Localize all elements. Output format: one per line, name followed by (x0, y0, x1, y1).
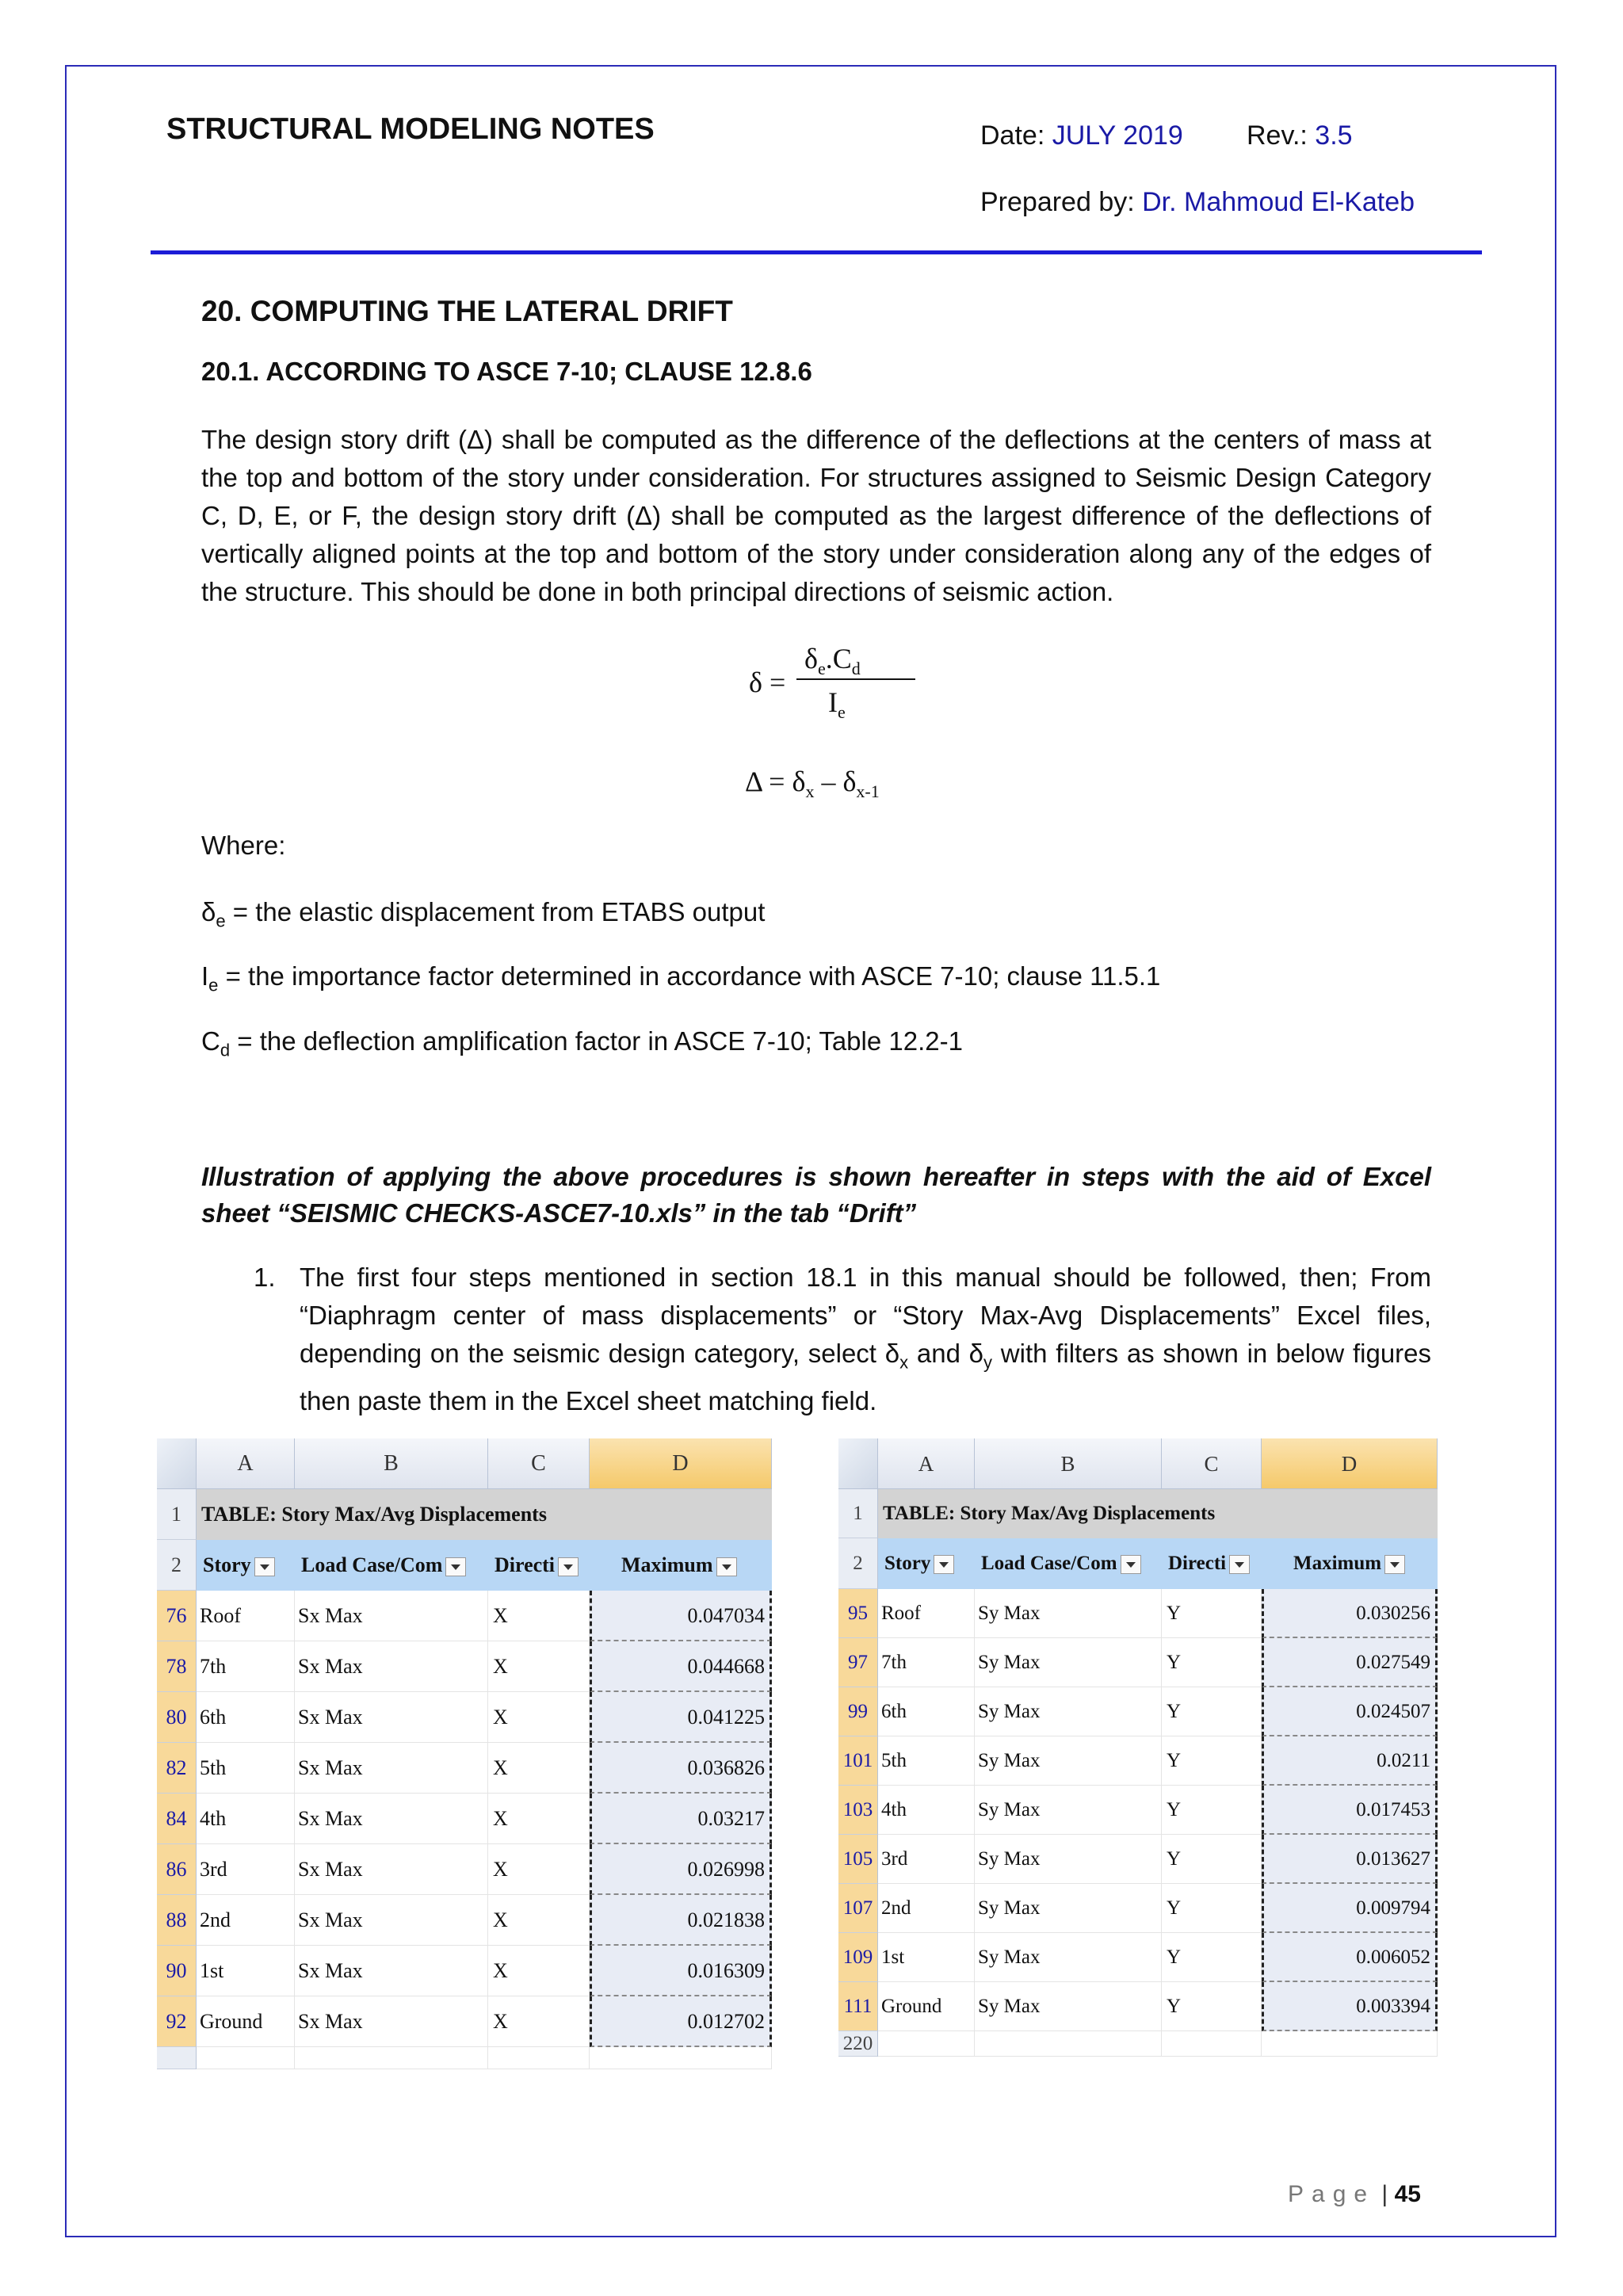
row-number[interactable]: 2 (157, 1540, 197, 1591)
illustration-note: Illustration of applying the above procedures is shown hereafter in steps with the aid of Excel sheet “SEISMIC CHECKS-ASCE7-10.xls” in the tab “Drift” (201, 1162, 1431, 1228)
direction-cell[interactable]: Y (1162, 1933, 1262, 1982)
direction-cell[interactable]: X (488, 1895, 590, 1946)
definition-delta-e: $\delta_e$ = the elastic displacement from ETABS output (201, 897, 766, 931)
header-label: Story (203, 1553, 251, 1576)
empty-cell[interactable] (488, 2047, 590, 2069)
story-cell[interactable]: 5th (197, 1743, 295, 1794)
story-cell[interactable]: 6th (197, 1692, 295, 1743)
story-cell[interactable]: 3rd (197, 1844, 295, 1895)
column-header-b[interactable]: B (975, 1438, 1162, 1489)
maximum-cell[interactable]: 0.012702 (590, 1996, 772, 2047)
table-title-cell[interactable]: TABLE: Story Max/Avg Displacements (878, 1489, 1438, 1538)
column-header-d[interactable]: D (590, 1438, 772, 1489)
filter-header-1[interactable] (878, 1538, 975, 1589)
filter-header-3[interactable] (488, 1540, 590, 1591)
load-case-cell[interactable]: Sx Max (295, 1692, 488, 1743)
row-number[interactable] (157, 2047, 197, 2069)
table-title-cell[interactable]: TABLE: Story Max/Avg Displacements (197, 1489, 772, 1540)
load-case-cell[interactable]: Sx Max (295, 1641, 488, 1692)
header-label: Maximum (621, 1553, 713, 1576)
column-header-c[interactable]: C (1162, 1438, 1262, 1489)
load-case-cell[interactable]: Sx Max (295, 1996, 488, 2047)
direction-cell[interactable]: X (488, 1692, 590, 1743)
rev-label: Rev.: (1247, 120, 1308, 151)
row-number[interactable]: 105 (838, 1835, 878, 1884)
story-drift-equation: $\Delta = \delta_x - \delta_{x-1}$ (745, 766, 880, 802)
header-label: Load Case/Com (301, 1553, 443, 1576)
section-heading: 20. COMPUTING THE LATERAL DRIFT (201, 295, 733, 327)
row-number[interactable]: 84 (157, 1794, 197, 1844)
document-title: STRUCTURAL MODELING NOTES (166, 113, 655, 146)
story-cell[interactable]: 2nd (878, 1884, 975, 1933)
filter-dropdown-icon[interactable] (254, 1557, 275, 1576)
story-cell[interactable]: 3rd (878, 1835, 975, 1884)
story-cell[interactable]: 7th (197, 1641, 295, 1692)
filter-dropdown-icon[interactable] (1121, 1555, 1141, 1574)
filter-dropdown-icon[interactable] (716, 1557, 737, 1576)
filter-dropdown-icon[interactable] (1384, 1555, 1405, 1574)
direction-cell[interactable]: X (488, 1844, 590, 1895)
row-number[interactable]: 103 (838, 1786, 878, 1835)
column-header-b[interactable]: B (295, 1438, 488, 1489)
header-label: Load Case/Com (981, 1553, 1117, 1574)
column-header-c[interactable]: C (488, 1438, 590, 1489)
header-label: Directi (1168, 1553, 1227, 1574)
maximum-cell[interactable]: 0.003394 (1262, 1982, 1438, 2031)
filter-dropdown-icon[interactable] (1229, 1555, 1250, 1574)
column-header-a[interactable]: A (197, 1438, 295, 1489)
maximum-cell[interactable]: 0.030256 (1262, 1589, 1438, 1638)
load-case-cell[interactable]: Sx Max (295, 1844, 488, 1895)
date-line (980, 120, 1183, 151)
direction-cell[interactable]: X (488, 1794, 590, 1844)
maximum-cell[interactable]: 0.026998 (590, 1844, 772, 1895)
empty-cell[interactable] (1162, 2031, 1262, 2057)
header-label: Directi (495, 1553, 556, 1576)
date-value: JULY 2019 (1052, 120, 1183, 151)
direction-cell[interactable]: Y (1162, 1835, 1262, 1884)
load-case-cell[interactable]: Sy Max (975, 1982, 1162, 2031)
direction-cell[interactable]: Y (1162, 1589, 1262, 1638)
maximum-cell[interactable]: 0.017453 (1262, 1786, 1438, 1835)
header-divider (151, 250, 1482, 254)
empty-cell[interactable] (295, 2047, 488, 2069)
maximum-cell[interactable]: 0.006052 (1262, 1933, 1438, 1982)
empty-cell[interactable] (1262, 2031, 1438, 2057)
direction-cell[interactable]: X (488, 1946, 590, 1996)
date-label: Date: (980, 120, 1045, 151)
load-case-cell[interactable]: Sy Max (975, 1589, 1162, 1638)
filter-dropdown-icon[interactable] (558, 1557, 579, 1576)
maximum-cell[interactable]: 0.0211 (1262, 1736, 1438, 1786)
prepared-label: Prepared by: (980, 187, 1135, 217)
load-case-cell[interactable]: Sy Max (975, 1638, 1162, 1687)
page-number: 45 (1394, 2181, 1421, 2207)
story-cell[interactable]: 1st (878, 1933, 975, 1982)
prepared-by-line (980, 187, 1415, 218)
row-number[interactable]: 78 (157, 1641, 197, 1692)
row-number[interactable]: 220 (838, 2031, 878, 2057)
step-number: 1. (254, 1263, 276, 1292)
row-number[interactable]: 107 (838, 1884, 878, 1933)
direction-cell[interactable]: X (488, 1743, 590, 1794)
direction-cell[interactable]: Y (1162, 1884, 1262, 1933)
row-number[interactable]: 1 (157, 1489, 197, 1540)
empty-cell[interactable] (197, 2047, 295, 2069)
maximum-cell[interactable]: 0.024507 (1262, 1687, 1438, 1736)
row-number[interactable]: 86 (157, 1844, 197, 1895)
maximum-cell[interactable]: 0.044668 (590, 1641, 772, 1692)
load-case-cell[interactable]: Sx Max (295, 1743, 488, 1794)
row-number[interactable]: 1 (838, 1489, 878, 1538)
spreadsheet-x-displacements (157, 1438, 799, 2069)
story-cell[interactable]: Ground (197, 1996, 295, 2047)
row-number[interactable]: 90 (157, 1946, 197, 1996)
filter-header-1[interactable] (197, 1540, 295, 1591)
row-number[interactable]: 97 (838, 1638, 878, 1687)
row-number[interactable]: 92 (157, 1996, 197, 2047)
empty-cell[interactable] (590, 2047, 772, 2069)
header-label: Story (884, 1553, 931, 1574)
eq1-denominator: $I_e$ (828, 686, 846, 723)
prepared-value: Dr. Mahmoud El-Kateb (1142, 187, 1415, 217)
load-case-cell[interactable]: Sy Max (975, 1687, 1162, 1736)
story-cell[interactable]: Roof (197, 1591, 295, 1641)
story-cell[interactable]: 2nd (197, 1895, 295, 1946)
story-cell[interactable]: 4th (878, 1786, 975, 1835)
maximum-cell[interactable]: 0.03217 (590, 1794, 772, 1844)
load-case-cell[interactable]: Sx Max (295, 1591, 488, 1641)
eq1-fraction-bar (796, 678, 915, 680)
filter-header-2[interactable] (975, 1538, 1162, 1589)
load-case-cell[interactable]: Sy Max (975, 1884, 1162, 1933)
direction-cell[interactable]: X (488, 1591, 590, 1641)
direction-cell[interactable]: Y (1162, 1736, 1262, 1786)
row-number[interactable]: 101 (838, 1736, 878, 1786)
body-paragraph: The design story drift (Δ) shall be computed as the difference of the deflections at the centers of mass at the top and bottom of the story under consideration. For structures assigned to Seismic Design Category C, D, E, or F, the design story drift (Δ) shall be computed as the largest difference of the deflections of vertically aligned points at the top and bottom of the story under consideration along any of the edges of the structure. This should be done in both principal directions of seismic action. (201, 425, 1431, 606)
select-all-corner[interactable] (157, 1438, 197, 1489)
load-case-cell[interactable]: Sy Max (975, 1736, 1162, 1786)
row-number[interactable]: 2 (838, 1538, 878, 1589)
row-number[interactable]: 76 (157, 1591, 197, 1641)
row-number[interactable]: 109 (838, 1933, 878, 1982)
section-subheading: 20.1. ACCORDING TO ASCE 7-10; CLAUSE 12.8.6 (201, 357, 812, 386)
row-number[interactable]: 99 (838, 1687, 878, 1736)
row-number[interactable]: 95 (838, 1589, 878, 1638)
revision-line (1247, 120, 1353, 151)
direction-cell[interactable]: Y (1162, 1786, 1262, 1835)
row-number[interactable]: 82 (157, 1743, 197, 1794)
direction-cell[interactable]: Y (1162, 1687, 1262, 1736)
row-number[interactable]: 88 (157, 1895, 197, 1946)
direction-cell[interactable]: Y (1162, 1982, 1262, 2031)
filter-dropdown-icon[interactable] (934, 1555, 954, 1574)
maximum-cell[interactable]: 0.041225 (590, 1692, 772, 1743)
story-cell[interactable]: 4th (197, 1794, 295, 1844)
empty-cell[interactable] (975, 2031, 1162, 2057)
step-text: The first four steps mentioned in section 18.1 in this manual should be followed, then; From “Diaphragm center of mass displacements” or “Story Max-Avg Displacements” Excel files, depending on the seismic design category, select $\delta_x$ and $\delta_y$ with filters as shown in below figures then paste them in the Excel sheet matching field. (300, 1263, 1432, 1415)
story-cell[interactable]: Roof (878, 1589, 975, 1638)
definition-cd: $C_d$ = the deflection amplification factor in ASCE 7-10; Table 12.2-1 (201, 1026, 963, 1060)
where-label: Where: (201, 831, 286, 860)
maximum-cell[interactable]: 0.036826 (590, 1743, 772, 1794)
story-cell[interactable]: Ground (878, 1982, 975, 2031)
filter-header-2[interactable] (295, 1540, 488, 1591)
story-cell[interactable]: 6th (878, 1687, 975, 1736)
footer-separator: | (1381, 2181, 1388, 2207)
row-number[interactable]: 80 (157, 1692, 197, 1743)
filter-header-3[interactable] (1162, 1538, 1262, 1589)
page-footer (1288, 2181, 1421, 2208)
load-case-cell[interactable]: Sy Max (975, 1933, 1162, 1982)
story-cell[interactable]: 5th (878, 1736, 975, 1786)
load-case-cell[interactable]: Sx Max (295, 1895, 488, 1946)
direction-cell[interactable]: X (488, 1641, 590, 1692)
load-case-cell[interactable]: Sy Max (975, 1786, 1162, 1835)
header-label: Maximum (1293, 1553, 1382, 1574)
direction-cell[interactable]: Y (1162, 1638, 1262, 1687)
story-cell[interactable]: 7th (878, 1638, 975, 1687)
filter-header-4[interactable] (590, 1540, 772, 1591)
eq1-lhs: δ = (749, 667, 786, 698)
definition-ie: $I_e$ = the importance factor determined in accordance with ASCE 7-10; clause 11.5.1 (201, 961, 1161, 995)
maximum-cell[interactable]: 0.009794 (1262, 1884, 1438, 1933)
load-case-cell[interactable]: Sx Max (295, 1946, 488, 1996)
eq1-numerator: $\delta_e.C_d$ (804, 643, 861, 679)
page-word: Page (1288, 2181, 1376, 2207)
filter-header-4[interactable] (1262, 1538, 1438, 1589)
column-header-d[interactable]: D (1262, 1438, 1438, 1489)
load-case-cell[interactable]: Sx Max (295, 1794, 488, 1844)
empty-cell[interactable] (878, 2031, 975, 2057)
filter-dropdown-icon[interactable] (445, 1557, 466, 1576)
select-all-corner[interactable] (838, 1438, 878, 1489)
step-1 (254, 1259, 1431, 1420)
maximum-cell[interactable]: 0.027549 (1262, 1638, 1438, 1687)
load-case-cell[interactable]: Sy Max (975, 1835, 1162, 1884)
spreadsheet-y-displacements (838, 1438, 1466, 2057)
story-cell[interactable]: 1st (197, 1946, 295, 1996)
maximum-cell[interactable]: 0.047034 (590, 1591, 772, 1641)
column-header-a[interactable]: A (878, 1438, 975, 1489)
direction-cell[interactable]: X (488, 1996, 590, 2047)
maximum-cell[interactable]: 0.016309 (590, 1946, 772, 1996)
maximum-cell[interactable]: 0.021838 (590, 1895, 772, 1946)
maximum-cell[interactable]: 0.013627 (1262, 1835, 1438, 1884)
row-number[interactable]: 111 (838, 1982, 878, 2031)
rev-value: 3.5 (1315, 120, 1353, 151)
